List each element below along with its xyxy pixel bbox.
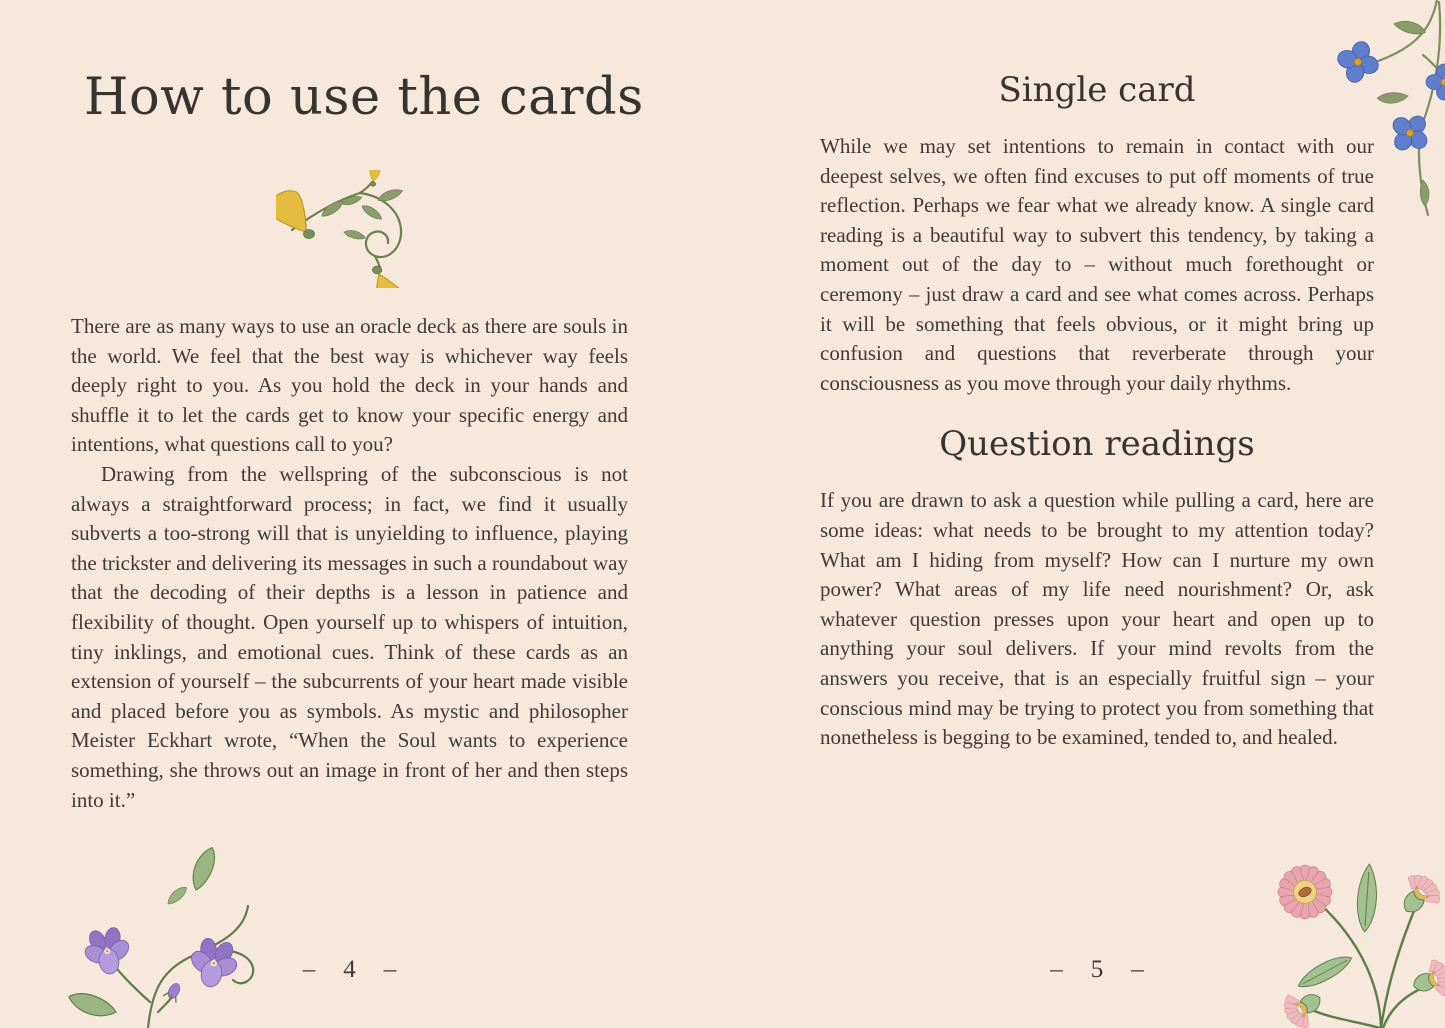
question-readings-paragraph: If you are drawn to ask a question while pulling a card, here are some ideas: what needs to be brought to my attention today? What am I hiding from myself? How can I nurture my own power? What areas of my life need nourishment? Or, ask whatever question presses upon your heart and open up to anything your soul delivers. If your mind revolts from the answers you receive, that is an especially fruitful sign – your conscious mind may be trying to protect you from something that nonetheless is begging to be examined, tended to, and healed. — [820, 488, 1374, 750]
page-dash: – — [383, 956, 397, 983]
forget-me-not-sprig-icon — [1310, 0, 1445, 255]
page-dash: – — [1131, 956, 1144, 983]
page-number-value: 4 — [343, 956, 356, 983]
single-card-paragraph: While we may set intentions to remain in contact with our deepest selves, we often find excuses to put off moments of true reflection. Perhaps we fear what we already know. A single card reading is a beautiful way to subvert this tendency, by taking a moment out of the day to – without much forethought or ceremony – just draw a card and see what comes across. Perhaps it will be something that feels obvious, or it might bring up confusion and questions that reverberate through your consciousness as you move through your daily rhythms. — [820, 134, 1374, 395]
page-dash: – — [302, 956, 316, 983]
violets-illustration — [0, 840, 280, 1028]
daisies-illustration — [1230, 840, 1445, 1028]
page-dash: – — [1050, 956, 1063, 983]
section-heading-single-card: Single card — [998, 70, 1196, 110]
intro-paragraph: There are as many ways to use an oracle deck as there are souls in the world. We feel that the best way is whichever way feels deeply right to you. As you hold the deck in your hands and shuffle it to let the cards get to know your specific energy and intentions, what questions call to you? — [71, 314, 628, 457]
violets-sprig-icon — [0, 840, 280, 1028]
ginkgo-ornament-illustration — [276, 170, 426, 288]
page-number-value: 5 — [1090, 956, 1104, 983]
second-paragraph: Drawing from the wellspring of the subconscious is not always a straightforward process; in fact, we find it usually subverts a too-strong will that is unyielding to influence, playing the trickster and delivering its messages in such a roundabout way that the decoding of their depths is a lesson in patience and flexibility of thought. Open yourself up to whispers of intuition, tiny inklings, and emotional cues. Think of these cards as an extension of yourself – the subcurrents of your heart made visible and placed before you as symbols. As mystic and philosopher Meister Eckhart wrote, “When the Soul wants to experience something, she throws out an image in front of her and then steps into it.” — [71, 461, 628, 812]
daisies-bouquet-icon — [1230, 840, 1445, 1028]
left-page-body — [71, 312, 628, 815]
page-title: How to use the cards — [84, 68, 644, 127]
blue-flowers-illustration — [1310, 0, 1445, 255]
ginkgo-sprig-icon — [276, 170, 426, 288]
right-page-body — [820, 70, 1374, 753]
section-heading-question-readings: Question readings — [939, 424, 1255, 465]
